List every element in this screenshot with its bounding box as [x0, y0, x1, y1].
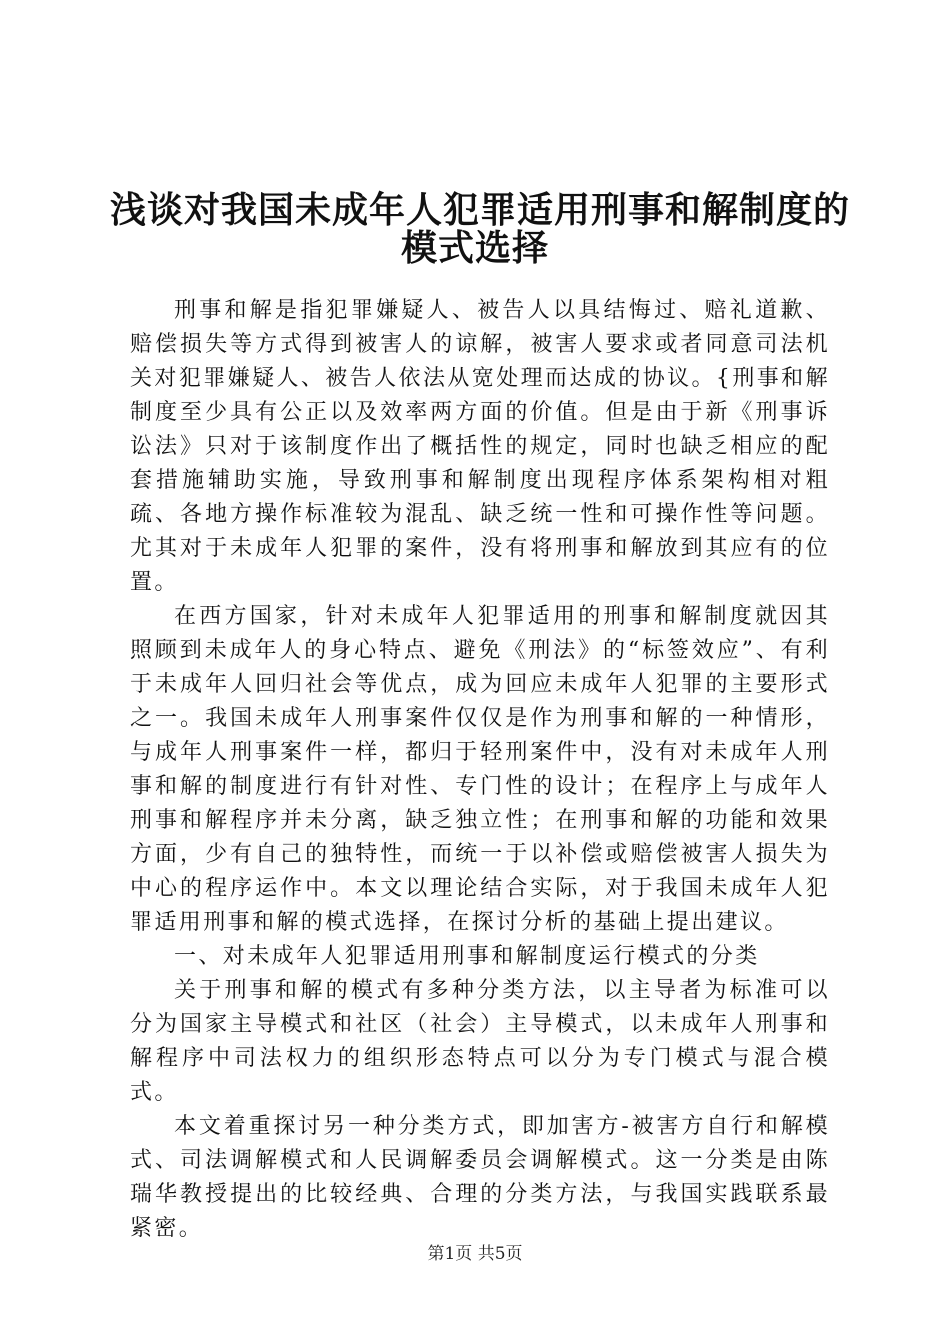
- section-heading: 一、对未成年人犯罪适用刑事和解制度运行模式的分类: [174, 944, 760, 969]
- page-footer: 第1页 共5页: [427, 1244, 523, 1264]
- body-paragraph: 刑事和解是指犯罪嫌疑人、被告人以具结悔过、赔礼道歉、赔偿损失等方式得到被害人的谅解，被害人要求或者同意司法机关对犯罪嫌疑人、被告人依法从宽处理而达成的协议。{刑事和解制度至少具有公正以及效率两方面的价值。但是由于新《刑事诉讼法》只对于该制度作出了概括性的规定，同时也缺乏相应的配套措施辅助实施，导致刑事和解制度出现程序体系架构相对粗疏、各地方操作标准较为混乱、缺乏统一性和可操作性等问题。尤其对于未成年人犯罪的案件，没有将刑事和解放到其应有的位置。: [130, 298, 830, 595]
- document-title-line-1: 浅谈对我国未成年人犯罪适用刑事和解制度的: [110, 189, 851, 231]
- document-body: [130, 294, 830, 1246]
- body-paragraph: 关于刑事和解的模式有多种分类方法，以主导者为标准可以分为国家主导模式和社区（社会）主导模式，以未成年人刑事和解程序中司法权力的组织形态特点可以分为专门模式与混合模式。: [130, 978, 830, 1105]
- body-paragraph: 本文着重探讨另一种分类方式，即加害方-被害方自行和解模式、司法调解模式和人民调解委员会调解模式。这一分类是由陈瑞华教授提出的比较经典、合理的分类方法，与我国实践联系最紧密。: [130, 1114, 830, 1241]
- document-title-line-2: 模式选择: [400, 227, 549, 269]
- body-paragraph: 在西方国家，针对未成年人犯罪适用的刑事和解制度就因其照顾到未成年人的身心特点、避免《刑法》的“标签效应”、有利于未成年人回归社会等优点，成为回应未成年人犯罪的主要形式之一。我国未成年人刑事案件仅仅是作为刑事和解的一种情形，与成年人刑事案件一样，都归于轻刑案件中，没有对未成年人刑事和解的制度进行有针对性、专门性的设计；在程序上与成年人刑事和解程序并未分离，缺乏独立性；在刑事和解的功能和效果方面，少有自己的独特性，而统一于以补偿或赔偿被害人损失为中心的程序运作中。本文以理论结合实际，对于我国未成年人犯罪适用刑事和解的模式选择，在探讨分析的基础上提出建议。: [130, 604, 830, 935]
